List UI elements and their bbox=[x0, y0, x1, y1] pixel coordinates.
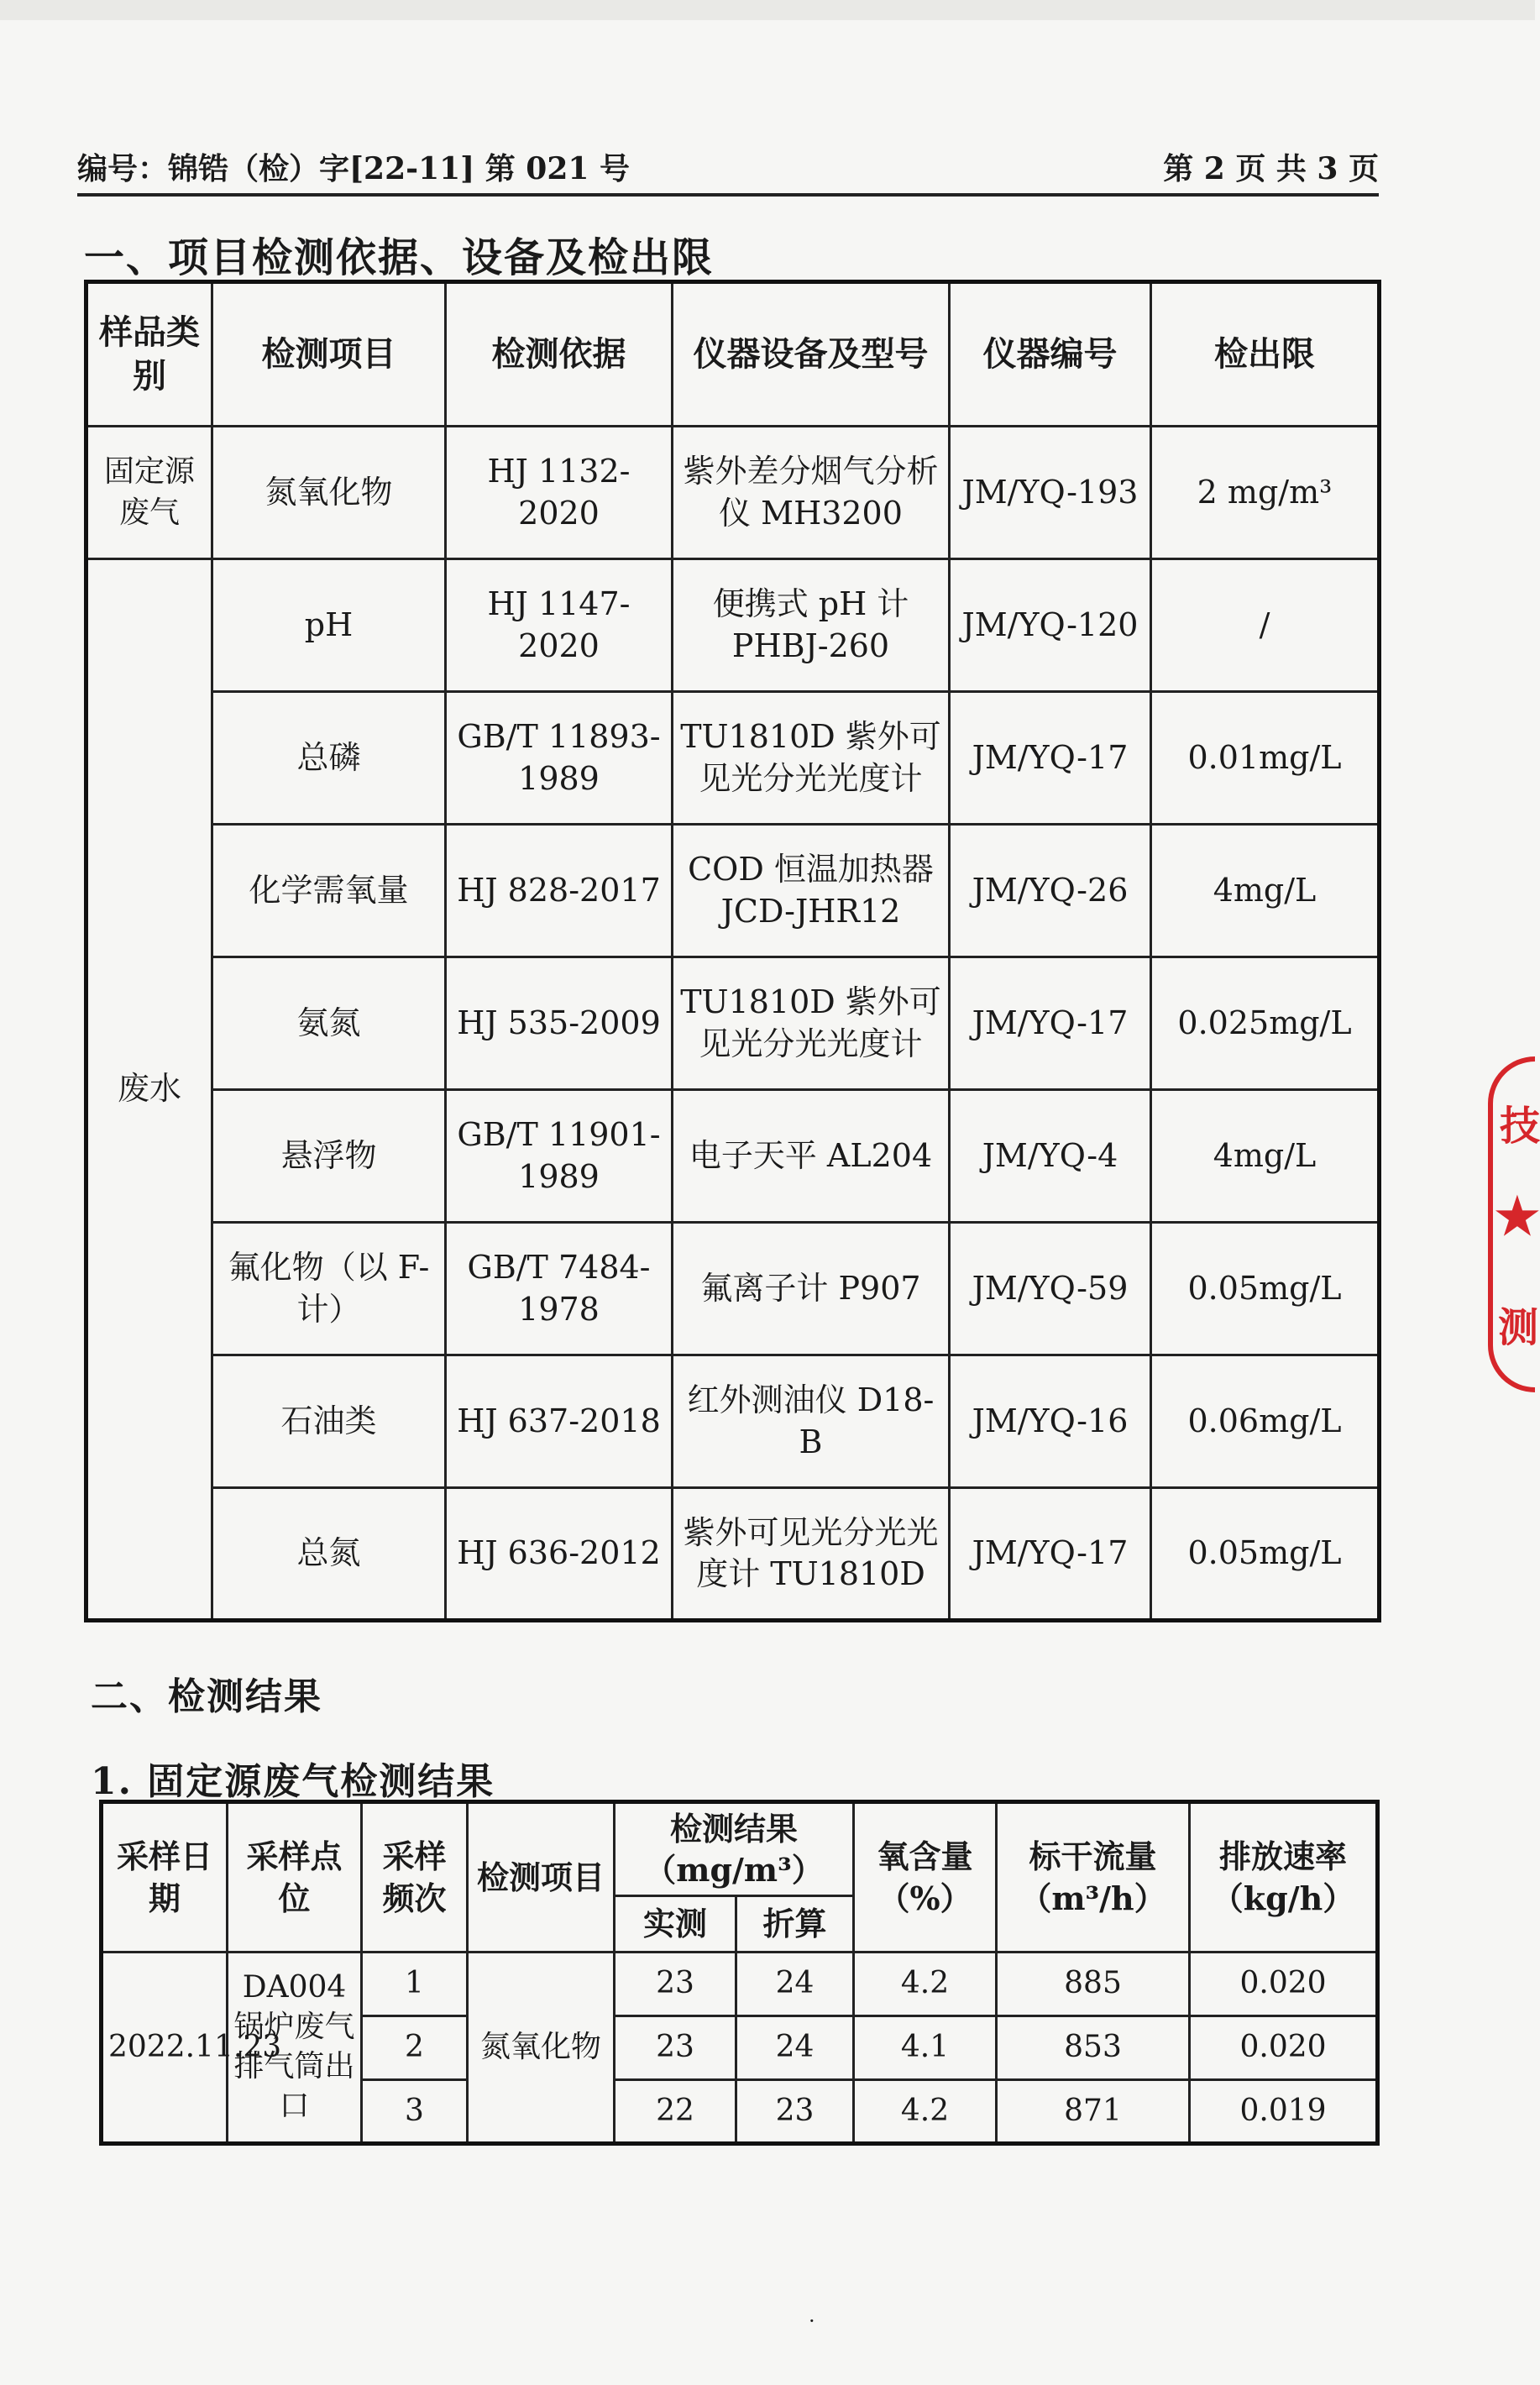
basis-cell: HJ 1132-2020 bbox=[446, 427, 673, 559]
item-cell: 氮氧化物 bbox=[468, 1953, 615, 2144]
limit-cell: 0.06mg/L bbox=[1151, 1355, 1380, 1488]
number-cell: JM/YQ-16 bbox=[950, 1355, 1151, 1488]
flow-cell: 885 bbox=[997, 1953, 1190, 2016]
equipment-cell: 紫外可见光分光光度计 TU1810D bbox=[673, 1488, 950, 1621]
results-header bbox=[102, 1802, 1378, 1896]
basis-cell: HJ 636-2012 bbox=[446, 1488, 673, 1621]
table-row bbox=[86, 427, 1380, 559]
number-cell: JM/YQ-193 bbox=[950, 427, 1151, 559]
equipment-cell: 便携式 pH 计 PHBJ-260 bbox=[673, 559, 950, 692]
measured-cell: 23 bbox=[615, 1953, 736, 2016]
basis-cell: GB/T 11893-1989 bbox=[446, 692, 673, 825]
converted-cell: 24 bbox=[736, 2016, 854, 2080]
results-table bbox=[99, 1800, 1380, 2146]
equipment-cell: 红外测油仪 D18-B bbox=[673, 1355, 950, 1488]
report-header bbox=[77, 141, 1379, 197]
item-cell: 化学需氧量 bbox=[212, 825, 446, 957]
item-cell: 总氮 bbox=[212, 1488, 446, 1621]
section2-title: 二、检测结果 bbox=[91, 1675, 322, 1718]
col-test-item: 检测项目 bbox=[212, 282, 446, 427]
flow-cell: 853 bbox=[997, 2016, 1190, 2080]
freq-cell: 2 bbox=[362, 2016, 468, 2080]
col-sample-frequency: 采样频次 bbox=[362, 1802, 468, 1953]
col-sample-date: 采样日期 bbox=[102, 1802, 228, 1953]
freq-cell: 1 bbox=[362, 1953, 468, 2016]
category-cell: 固定源废气 bbox=[86, 427, 212, 559]
col-test-basis: 检测依据 bbox=[446, 282, 673, 427]
table-row bbox=[86, 1223, 1380, 1355]
number-cell: JM/YQ-120 bbox=[950, 559, 1151, 692]
table-row bbox=[86, 559, 1380, 692]
basis-cell: HJ 1147-2020 bbox=[446, 559, 673, 692]
rate-cell: 0.019 bbox=[1190, 2080, 1378, 2144]
item-cell: 石油类 bbox=[212, 1355, 446, 1488]
limit-cell: 0.01mg/L bbox=[1151, 692, 1380, 825]
number-cell: JM/YQ-26 bbox=[950, 825, 1151, 957]
oxygen-cell: 4.1 bbox=[854, 2016, 997, 2080]
item-cell: 总磷 bbox=[212, 692, 446, 825]
page-info: 第 2 页 共 3 页 bbox=[1163, 151, 1379, 186]
flow-cell: 871 bbox=[997, 2080, 1190, 2144]
table-row bbox=[86, 692, 1380, 825]
freq-cell: 3 bbox=[362, 2080, 468, 2144]
scan-speck: · bbox=[809, 2309, 815, 2333]
limit-cell: 4mg/L bbox=[1151, 825, 1380, 957]
section1-title: 一、项目检测依据、设备及检出限 bbox=[84, 234, 715, 281]
number-cell: JM/YQ-59 bbox=[950, 1223, 1151, 1355]
limit-cell: 0.05mg/L bbox=[1151, 1223, 1380, 1355]
oxygen-cell: 4.2 bbox=[854, 1953, 997, 2016]
section2-subtitle: 1. 固定源废气检测结果 bbox=[91, 1760, 495, 1803]
col-instrument-number: 仪器编号 bbox=[950, 282, 1151, 427]
item-cell: 悬浮物 bbox=[212, 1090, 446, 1223]
method-table bbox=[84, 280, 1381, 1622]
star-icon: ★ bbox=[1495, 1187, 1540, 1246]
rate-cell: 0.020 bbox=[1190, 1953, 1378, 2016]
converted-cell: 23 bbox=[736, 2080, 854, 2144]
col-sample-category: 样品类别 bbox=[86, 282, 212, 427]
table-row bbox=[86, 825, 1380, 957]
col-flow: 标干流量（m³/h） bbox=[997, 1802, 1190, 1953]
basis-cell: HJ 637-2018 bbox=[446, 1355, 673, 1488]
measured-cell: 22 bbox=[615, 2080, 736, 2144]
basis-cell: HJ 535-2009 bbox=[446, 957, 673, 1090]
item-cell: 氟化物（以 F-计） bbox=[212, 1223, 446, 1355]
col-equipment: 仪器设备及型号 bbox=[673, 282, 950, 427]
converted-cell: 24 bbox=[736, 1953, 854, 2016]
basis-cell: GB/T 11901-1989 bbox=[446, 1090, 673, 1223]
equipment-cell: COD 恒温加热器 JCD-JHR12 bbox=[673, 825, 950, 957]
doc-number: 编号：锦锆（检）字[22-11] 第 021 号 bbox=[77, 151, 630, 186]
date-cell: 2022.11.23 bbox=[102, 1953, 228, 2144]
equipment-cell: TU1810D 紫外可见光分光光度计 bbox=[673, 692, 950, 825]
col-measured: 实测 bbox=[615, 1896, 736, 1953]
item-cell: 氮氧化物 bbox=[212, 427, 446, 559]
number-cell: JM/YQ-17 bbox=[950, 1488, 1151, 1621]
measured-cell: 23 bbox=[615, 2016, 736, 2080]
table-row bbox=[86, 957, 1380, 1090]
limit-cell: 0.025mg/L bbox=[1151, 957, 1380, 1090]
scan-top-edge bbox=[0, 0, 1535, 20]
equipment-cell: TU1810D 紫外可见光分光光度计 bbox=[673, 957, 950, 1090]
col-test-result: 检测结果（mg/m³） bbox=[615, 1802, 854, 1896]
limit-cell: 2 mg/m³ bbox=[1151, 427, 1380, 559]
equipment-cell: 紫外差分烟气分析仪 MH3200 bbox=[673, 427, 950, 559]
col-rate: 排放速率（kg/h） bbox=[1190, 1802, 1378, 1953]
limit-cell: 4mg/L bbox=[1151, 1090, 1380, 1223]
red-seal-stamp bbox=[1488, 1056, 1540, 1392]
method-table-header bbox=[86, 282, 1380, 427]
stamp-text-bottom: 测 bbox=[1498, 1304, 1539, 1351]
col-detection-limit: 检出限 bbox=[1151, 282, 1380, 427]
col-oxygen: 氧含量（%） bbox=[854, 1802, 997, 1953]
limit-cell: / bbox=[1151, 559, 1380, 692]
number-cell: JM/YQ-4 bbox=[950, 1090, 1151, 1223]
table-row bbox=[86, 1090, 1380, 1223]
col-sample-point: 采样点位 bbox=[228, 1802, 362, 1953]
limit-cell: 0.05mg/L bbox=[1151, 1488, 1380, 1621]
table-row bbox=[86, 1488, 1380, 1621]
table-row bbox=[102, 1953, 1378, 2016]
number-cell: JM/YQ-17 bbox=[950, 692, 1151, 825]
basis-cell: GB/T 7484-1978 bbox=[446, 1223, 673, 1355]
basis-cell: HJ 828-2017 bbox=[446, 825, 673, 957]
oxygen-cell: 4.2 bbox=[854, 2080, 997, 2144]
equipment-cell: 氟离子计 P907 bbox=[673, 1223, 950, 1355]
category-cell: 废水 bbox=[86, 559, 212, 1621]
item-cell: 氨氮 bbox=[212, 957, 446, 1090]
number-cell: JM/YQ-17 bbox=[950, 957, 1151, 1090]
stamp-text-top: 技 bbox=[1500, 1103, 1540, 1150]
rate-cell: 0.020 bbox=[1190, 2016, 1378, 2080]
item-cell: pH bbox=[212, 559, 446, 692]
col-converted: 折算 bbox=[736, 1896, 854, 1953]
table-row bbox=[86, 1355, 1380, 1488]
col-test-item: 检测项目 bbox=[468, 1802, 615, 1953]
equipment-cell: 电子天平 AL204 bbox=[673, 1090, 950, 1223]
point-cell: DA004 锅炉废气排气筒出口 bbox=[228, 1953, 362, 2144]
